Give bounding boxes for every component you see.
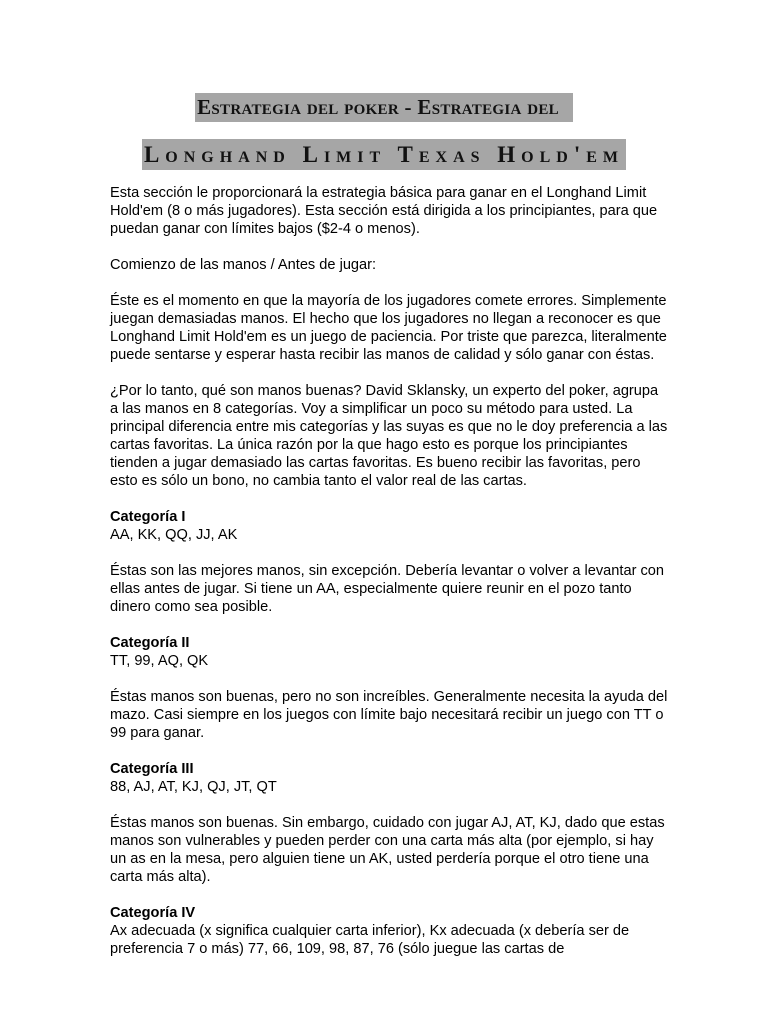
category-title: Categoría I [110, 509, 186, 525]
intro-paragraph: Esta sección le proporcionará la estrategia básica para ganar en el Longhand Limit Hold'em (8 o más jugadores). Esta sección está dirigida a los principiantes, para que puedan ganar con límites bajos ($2-4 o menos). [110, 185, 658, 237]
category-block [110, 904, 670, 958]
category-hands: Ax adecuada (x significa cualquier carta inferior), Kx adecuada (x debería ser de preferencia 7 o más) 77, 66, 109, 98, 87, 76 (sólo juegue las cartas de [110, 923, 630, 957]
title-line-1-wrap [0, 93, 768, 122]
category-description: Éstas son las mejores manos, sin excepción. Debería levantar o volver a levantar con ellas antes de jugar. Si tiene un AA, especialmente quiere reunir en el pozo tanto dinero como sea posible. [110, 563, 665, 615]
category-title: Categoría IV [110, 905, 196, 921]
category-title: Categoría II [110, 635, 190, 651]
document-title-line-2: Longhand Limit Texas Hold'em [142, 139, 626, 170]
category-description: Éstas manos son buenas, pero no son increíbles. Generalmente necesita la ayuda del mazo. Casi siempre en los juegos con límite bajo necesitará recibir un juego con TT o 99 para ganar. [110, 689, 668, 741]
section-heading: Comienzo de las manos / Antes de jugar: [110, 257, 377, 273]
category-block [110, 760, 670, 796]
category-hands: TT, 99, AQ, QK [110, 653, 209, 669]
document-body [110, 184, 670, 976]
category-block [110, 634, 670, 670]
category-hands: 88, AJ, AT, KJ, QJ, JT, QT [110, 779, 277, 795]
category-hands: AA, KK, QQ, JJ, AK [110, 527, 238, 543]
category-title: Categoría III [110, 761, 194, 777]
document-title-line-1: Estrategia del poker - Estrategia del [195, 93, 573, 122]
category-description: Éstas manos son buenas. Sin embargo, cuidado con jugar AJ, AT, KJ, dado que estas manos son vulnerables y pueden perder con una carta más alta (por ejemplo, si hay un as en la mesa, pero alguien tiene un AK, usted perdería porque el otro tiene una carta más alta). [110, 815, 665, 885]
body-paragraph: ¿Por lo tanto, qué son manos buenas? David Sklansky, un experto del poker, agrupa a las manos en 8 categorías. Voy a simplificar un poco su método para usted. La principal diferencia entre mis categorías y las suyas es que no le doy preferencia a las cartas favoritas. La única razón por la que hago esto es porque los principiantes tienden a jugar demasiado las cartas favoritas. Es bueno recibir las favoritas, pero esto es sólo un bono, no cambia tanto el valor real de las cartas. [110, 383, 668, 489]
body-paragraph: Éste es el momento en que la mayoría de los jugadores comete errores. Simplemente juegan demasiadas manos. El hecho que los jugadores no llegan a reconocer es que Longhand Limit Hold'em es un juego de paciencia. Por triste que parezca, literalmente puede sentarse y esperar hasta recibir las manos de calidad y sólo ganar con éstas. [110, 293, 667, 363]
title-line-2-wrap [0, 139, 768, 170]
category-block [110, 508, 670, 544]
